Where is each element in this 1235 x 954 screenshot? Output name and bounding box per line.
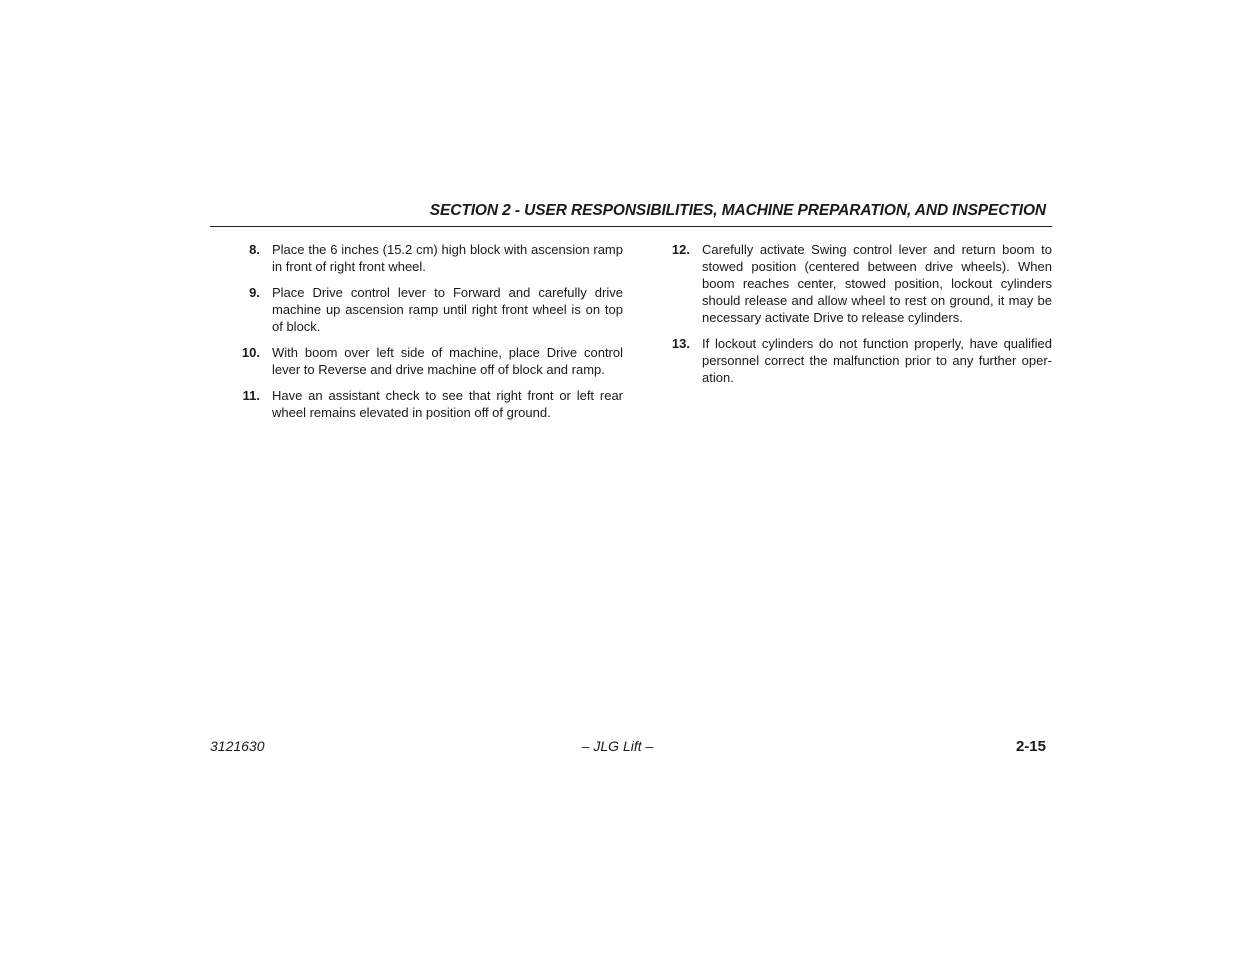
section-header-title: SECTION 2 - USER RESPONSIBILITIES, MACHINE PREPARATION, AND INSPECTION: [429, 202, 1046, 219]
step-number: 9.: [249, 285, 260, 300]
step-number: 10.: [241, 345, 260, 360]
step-10: [230, 344, 623, 378]
footer-brand: – JLG Lift –: [581, 738, 654, 754]
document-number: 3121630: [210, 738, 265, 754]
step-text: With boom over left side of machine, place Drive control lever to Reverse and drive machine off of block and ramp.: [272, 345, 623, 377]
step-12: [660, 241, 1052, 326]
step-number: 8.: [249, 242, 260, 257]
step-text: If lockout cylinders do not function properly, have qualified personnel correct the malfunction prior to any further oper-ation.: [702, 336, 1052, 385]
step-13: [660, 335, 1052, 386]
step-number: 12.: [671, 242, 690, 257]
right-column: [660, 241, 1052, 395]
left-column: [230, 241, 623, 430]
step-text: Carefully activate Swing control lever and return boom to stowed position (centered between drive wheels). When boom reaches center, stowed position, lockout cylinders should release and allow wheel to rest on ground, it may be necessary activate Drive to release cylinders.: [702, 242, 1052, 325]
step-number: 13.: [671, 336, 690, 351]
step-text: Place the 6 inches (15.2 cm) high block with ascension ramp in front of right front wheel.: [272, 242, 623, 274]
step-number: 11.: [242, 388, 260, 403]
page-number: 2-15: [1015, 738, 1046, 755]
step-11: [230, 387, 623, 421]
step-text: Have an assistant check to see that right front or left rear wheel remains elevated in position off of ground.: [272, 388, 623, 420]
step-text: Place Drive control lever to Forward and carefully drive machine up ascension ramp until right front wheel is on top of block.: [272, 285, 623, 334]
step-8: [230, 241, 623, 275]
step-9: [230, 284, 623, 335]
header-divider: [210, 226, 1052, 227]
